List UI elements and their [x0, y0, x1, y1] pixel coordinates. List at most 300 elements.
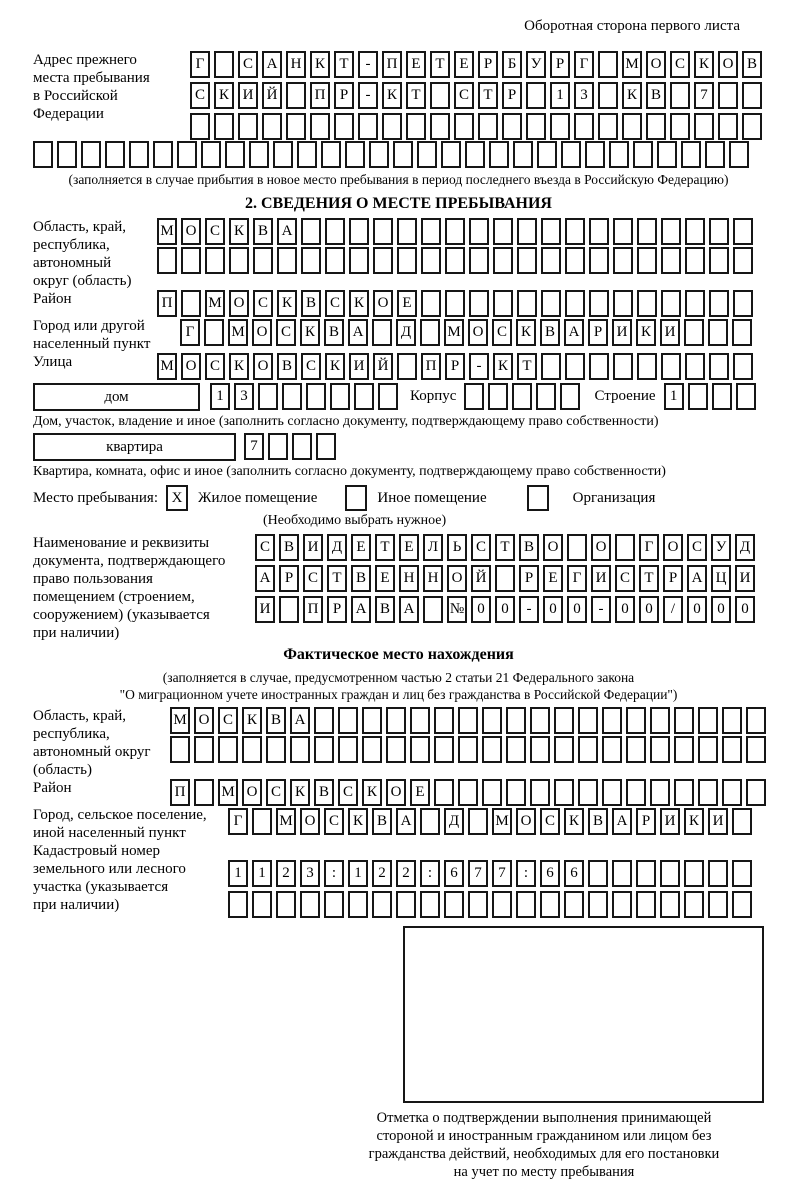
- char-box: [513, 141, 533, 168]
- char-box: [417, 141, 437, 168]
- char-box: [410, 707, 430, 734]
- char-box: [636, 860, 656, 887]
- char-box: [732, 319, 752, 346]
- char-box: [578, 779, 598, 806]
- char-box: 1: [252, 860, 272, 887]
- label-line: Адрес прежнего: [33, 52, 137, 68]
- char-box: [709, 353, 729, 380]
- option-organization-label: Организация: [572, 489, 656, 506]
- char-box: С: [255, 534, 275, 561]
- char-box: :: [516, 860, 536, 887]
- document-row-1: [255, 534, 755, 561]
- label-line: (заполняется в случае, предусмотренном частью 2 статьи 21 Федерального закона: [162, 670, 635, 685]
- char-box: [613, 247, 633, 274]
- char-box: С: [338, 779, 358, 806]
- char-box: Г: [180, 319, 200, 346]
- stroenie-row: [664, 383, 756, 410]
- char-box: 1: [550, 82, 570, 109]
- char-box: [613, 290, 633, 317]
- char-box: [554, 736, 574, 763]
- char-box: С: [670, 51, 690, 78]
- char-box: К: [277, 290, 297, 317]
- char-box: [434, 779, 454, 806]
- char-box: [218, 736, 238, 763]
- char-box: А: [277, 218, 297, 245]
- prev-address-row-1: [190, 51, 762, 78]
- char-box: У: [711, 534, 731, 561]
- char-box: Т: [327, 565, 347, 592]
- char-box: [560, 383, 580, 410]
- char-box: [205, 247, 225, 274]
- char-box: А: [687, 565, 707, 592]
- char-box: 3: [234, 383, 254, 410]
- char-box: О: [300, 808, 320, 835]
- char-box: [214, 51, 234, 78]
- apartment-section: [33, 433, 764, 461]
- char-box: С: [190, 82, 210, 109]
- char-box: [430, 82, 450, 109]
- char-box: [129, 141, 149, 168]
- char-box: К: [214, 82, 234, 109]
- char-box: 0: [567, 596, 587, 623]
- char-box: [598, 82, 618, 109]
- char-box: С: [687, 534, 707, 561]
- char-box: [685, 247, 705, 274]
- char-box: О: [516, 808, 536, 835]
- char-box: [386, 707, 406, 734]
- char-box: В: [266, 707, 286, 734]
- char-box: [465, 141, 485, 168]
- char-box: [421, 247, 441, 274]
- char-box: [397, 218, 417, 245]
- char-box: :: [420, 860, 440, 887]
- char-box: [445, 290, 465, 317]
- char-box: 6: [540, 860, 560, 887]
- char-box: [242, 736, 262, 763]
- char-box: [718, 113, 738, 140]
- char-box: П: [157, 290, 177, 317]
- char-box: [685, 353, 705, 380]
- char-box: О: [373, 290, 393, 317]
- cadastral-label: [33, 842, 228, 914]
- char-box: [170, 736, 190, 763]
- char-box: С: [205, 353, 225, 380]
- char-box: Й: [262, 82, 282, 109]
- char-box: [81, 141, 101, 168]
- char-box: Е: [351, 534, 371, 561]
- char-box: [410, 736, 430, 763]
- char-box: К: [349, 290, 369, 317]
- char-box: [736, 383, 756, 410]
- char-box: [732, 891, 752, 918]
- char-box: Р: [519, 565, 539, 592]
- char-box: О: [718, 51, 738, 78]
- char-box: Р: [478, 51, 498, 78]
- cadastral-section: [33, 842, 764, 918]
- char-box: [733, 247, 753, 274]
- char-box: [506, 736, 526, 763]
- char-box: С: [205, 218, 225, 245]
- actual-city-row: [228, 808, 752, 835]
- char-box: [33, 141, 53, 168]
- prev-address-row-2: [190, 82, 762, 109]
- char-box: [517, 290, 537, 317]
- char-box: [589, 353, 609, 380]
- char-box: [708, 891, 728, 918]
- char-box: А: [290, 707, 310, 734]
- char-box: [338, 736, 358, 763]
- char-box: [589, 290, 609, 317]
- char-box: [458, 736, 478, 763]
- char-box: [530, 736, 550, 763]
- char-box: [258, 383, 278, 410]
- char-box: [325, 218, 345, 245]
- char-box: [650, 736, 670, 763]
- char-box: [646, 113, 666, 140]
- cadastral-row-2: [228, 891, 752, 918]
- char-box: К: [493, 353, 513, 380]
- char-box: [495, 565, 515, 592]
- char-box: [214, 113, 234, 140]
- char-box: [201, 141, 221, 168]
- char-box: [602, 707, 622, 734]
- char-box: [626, 779, 646, 806]
- stamp-section: [33, 926, 764, 1180]
- char-box: [493, 218, 513, 245]
- char-box: [190, 113, 210, 140]
- char-box: [290, 736, 310, 763]
- char-box: 7: [492, 860, 512, 887]
- label-line: Кадастровый номер: [33, 843, 160, 859]
- char-box: [378, 383, 398, 410]
- char-box: [334, 113, 354, 140]
- char-box: Т: [639, 565, 659, 592]
- label-line: Наименование и реквизиты: [33, 535, 210, 551]
- char-box: 6: [564, 860, 584, 887]
- label-line: иной населенный пункт: [33, 825, 186, 841]
- char-box: [598, 113, 618, 140]
- char-box: Н: [286, 51, 306, 78]
- char-box: [746, 736, 766, 763]
- char-box: С: [454, 82, 474, 109]
- prev-address-row-4: [33, 141, 764, 168]
- cadastral-rows: [228, 860, 752, 918]
- char-box: А: [255, 565, 275, 592]
- char-box: [565, 247, 585, 274]
- char-box: О: [181, 218, 201, 245]
- char-box: И: [660, 319, 680, 346]
- char-box: [684, 860, 704, 887]
- char-box: [373, 247, 393, 274]
- char-box: [314, 736, 334, 763]
- char-box: Р: [334, 82, 354, 109]
- char-box: [660, 891, 680, 918]
- option-residential-label: Жилое помещение: [198, 489, 318, 506]
- char-box: М: [218, 779, 238, 806]
- char-box: В: [253, 218, 273, 245]
- char-box: 3: [574, 82, 594, 109]
- char-box: [613, 218, 633, 245]
- actual-region-row-2: [170, 736, 766, 763]
- char-box: К: [684, 808, 704, 835]
- char-box: /: [663, 596, 683, 623]
- stamp-box: [403, 926, 764, 1103]
- city-row: [180, 319, 752, 346]
- actual-location-title: Фактическое место нахождения: [283, 646, 514, 663]
- actual-location-note: [33, 669, 764, 703]
- char-box: 7: [244, 433, 264, 460]
- char-box: [286, 113, 306, 140]
- char-box: Р: [636, 808, 656, 835]
- char-box: [454, 113, 474, 140]
- char-box: П: [310, 82, 330, 109]
- cadastral-row-1: [228, 860, 752, 887]
- char-box: 1: [348, 860, 368, 887]
- char-box: [228, 891, 248, 918]
- char-box: Т: [334, 51, 354, 78]
- char-box: [722, 736, 742, 763]
- char-box: [253, 247, 273, 274]
- char-box: [541, 353, 561, 380]
- char-box: [660, 860, 680, 887]
- char-box: [722, 707, 742, 734]
- char-box: [526, 113, 546, 140]
- char-box: 0: [495, 596, 515, 623]
- char-box: Ь: [447, 534, 467, 561]
- char-box: №: [447, 596, 467, 623]
- char-box: [540, 891, 560, 918]
- char-box: [153, 141, 173, 168]
- char-box: О: [252, 319, 272, 346]
- house-section: [33, 383, 764, 411]
- char-box: [493, 290, 513, 317]
- char-box: [536, 383, 556, 410]
- char-box: [434, 736, 454, 763]
- char-box: В: [540, 319, 560, 346]
- label-line: гражданства действий, необходимых для его постановки: [368, 1146, 720, 1162]
- label-line: на учет по месту пребывания: [453, 1164, 635, 1180]
- char-box: [482, 707, 502, 734]
- char-box: 0: [471, 596, 491, 623]
- char-box: [574, 113, 594, 140]
- char-box: О: [242, 779, 262, 806]
- actual-region-rows: [170, 707, 766, 763]
- char-box: [362, 707, 382, 734]
- char-box: [276, 891, 296, 918]
- char-box: [314, 707, 334, 734]
- apartment-row: [244, 433, 336, 460]
- char-box: О: [253, 353, 273, 380]
- char-box: [338, 707, 358, 734]
- label-line: Область, край,: [33, 219, 127, 235]
- char-box: [674, 707, 694, 734]
- char-box: [321, 141, 341, 168]
- char-box: Р: [279, 565, 299, 592]
- char-box: [709, 247, 729, 274]
- char-box: [386, 736, 406, 763]
- korpus-row: [464, 383, 580, 410]
- char-box: [273, 141, 293, 168]
- char-box: О: [181, 353, 201, 380]
- char-box: И: [708, 808, 728, 835]
- char-box: М: [157, 218, 177, 245]
- char-box: [372, 319, 392, 346]
- char-box: [506, 707, 526, 734]
- char-box: П: [303, 596, 323, 623]
- char-box: [709, 290, 729, 317]
- char-box: [626, 707, 646, 734]
- region-section: [33, 218, 764, 290]
- char-box: [105, 141, 125, 168]
- prev-address-row-3: [190, 113, 762, 140]
- char-box: [733, 290, 753, 317]
- char-box: [458, 707, 478, 734]
- label-line: земельного или лесного: [33, 861, 186, 877]
- char-box: [537, 141, 557, 168]
- label-line: "О миграционном учете иностранных граждан и лиц без гражданства в Российской Федерации"): [119, 687, 678, 702]
- char-box: [718, 82, 738, 109]
- char-box: [349, 247, 369, 274]
- char-box: [301, 218, 321, 245]
- char-box: [421, 290, 441, 317]
- label-line: помещением (строением,: [33, 589, 195, 605]
- char-box: [674, 779, 694, 806]
- label-line: Город или другой: [33, 318, 145, 334]
- char-box: Р: [327, 596, 347, 623]
- char-box: Р: [550, 51, 570, 78]
- char-box: -: [358, 82, 378, 109]
- char-box: У: [526, 51, 546, 78]
- char-box: [516, 891, 536, 918]
- section2-title: 2. СВЕДЕНИЯ О МЕСТЕ ПРЕБЫВАНИЯ: [245, 195, 552, 212]
- char-box: [249, 141, 269, 168]
- checkbox-organization: [527, 485, 549, 511]
- char-box: [204, 319, 224, 346]
- char-box: В: [351, 565, 371, 592]
- char-box: :: [324, 860, 344, 887]
- char-box: Р: [588, 319, 608, 346]
- char-box: [526, 82, 546, 109]
- char-box: [661, 353, 681, 380]
- char-box: [541, 247, 561, 274]
- char-box: Е: [454, 51, 474, 78]
- char-box: К: [290, 779, 310, 806]
- char-box: К: [229, 353, 249, 380]
- char-box: Н: [423, 565, 443, 592]
- char-box: С: [615, 565, 635, 592]
- char-box: [615, 534, 635, 561]
- char-box: [349, 218, 369, 245]
- char-box: [181, 247, 201, 274]
- char-box: И: [660, 808, 680, 835]
- actual-region-section: [33, 707, 764, 779]
- char-box: Е: [543, 565, 563, 592]
- char-box: [420, 808, 440, 835]
- label-line: Область, край,: [33, 708, 127, 724]
- char-box: [279, 596, 299, 623]
- char-box: [746, 779, 766, 806]
- char-box: В: [314, 779, 334, 806]
- char-box: [396, 891, 416, 918]
- prev-address-label: [33, 51, 190, 123]
- char-box: [506, 779, 526, 806]
- street-section: [33, 353, 764, 380]
- char-box: С: [253, 290, 273, 317]
- char-box: К: [564, 808, 584, 835]
- char-box: Д: [444, 808, 464, 835]
- char-box: [688, 383, 708, 410]
- actual-region-label: [33, 707, 170, 779]
- char-box: [637, 247, 657, 274]
- char-box: 1: [228, 860, 248, 887]
- char-box: -: [519, 596, 539, 623]
- char-box: [330, 383, 350, 410]
- region-rows: [157, 218, 753, 274]
- char-box: [670, 113, 690, 140]
- char-box: О: [663, 534, 683, 561]
- char-box: К: [622, 82, 642, 109]
- char-box: [698, 736, 718, 763]
- char-box: [286, 82, 306, 109]
- actual-city-section: [33, 806, 764, 842]
- char-box: [488, 383, 508, 410]
- char-box: В: [324, 319, 344, 346]
- char-box: [306, 383, 326, 410]
- char-box: Е: [410, 779, 430, 806]
- char-box: К: [636, 319, 656, 346]
- char-box: Т: [430, 51, 450, 78]
- char-box: [444, 891, 464, 918]
- char-box: В: [588, 808, 608, 835]
- char-box: К: [348, 808, 368, 835]
- char-box: -: [469, 353, 489, 380]
- char-box: [585, 141, 605, 168]
- char-box: [636, 891, 656, 918]
- char-box: [421, 218, 441, 245]
- char-box: [262, 113, 282, 140]
- region-label: [33, 218, 157, 290]
- char-box: [661, 247, 681, 274]
- char-box: [588, 891, 608, 918]
- char-box: [225, 141, 245, 168]
- char-box: [670, 82, 690, 109]
- char-box: [469, 290, 489, 317]
- char-box: -: [358, 51, 378, 78]
- char-box: [469, 218, 489, 245]
- char-box: [423, 596, 443, 623]
- char-box: [445, 218, 465, 245]
- char-box: [354, 383, 374, 410]
- label-line: места пребывания: [33, 70, 150, 86]
- char-box: Г: [567, 565, 587, 592]
- char-box: [238, 113, 258, 140]
- char-box: [502, 113, 522, 140]
- char-box: [694, 113, 714, 140]
- char-box: [650, 779, 670, 806]
- char-box: О: [447, 565, 467, 592]
- char-box: [297, 141, 317, 168]
- char-box: [633, 141, 653, 168]
- char-box: Г: [574, 51, 594, 78]
- actual-district-section: [33, 779, 764, 806]
- checkbox-residential: X: [166, 485, 188, 511]
- char-box: [252, 891, 272, 918]
- district-section: [33, 290, 764, 317]
- label-line: Город, сельское поселение,: [33, 807, 207, 823]
- prev-address-note: (заполняется в случае прибытия в новое место пребывания в период последнего въезда в Российскую Федерацию): [68, 172, 729, 187]
- char-box: [622, 113, 642, 140]
- char-box: [705, 141, 725, 168]
